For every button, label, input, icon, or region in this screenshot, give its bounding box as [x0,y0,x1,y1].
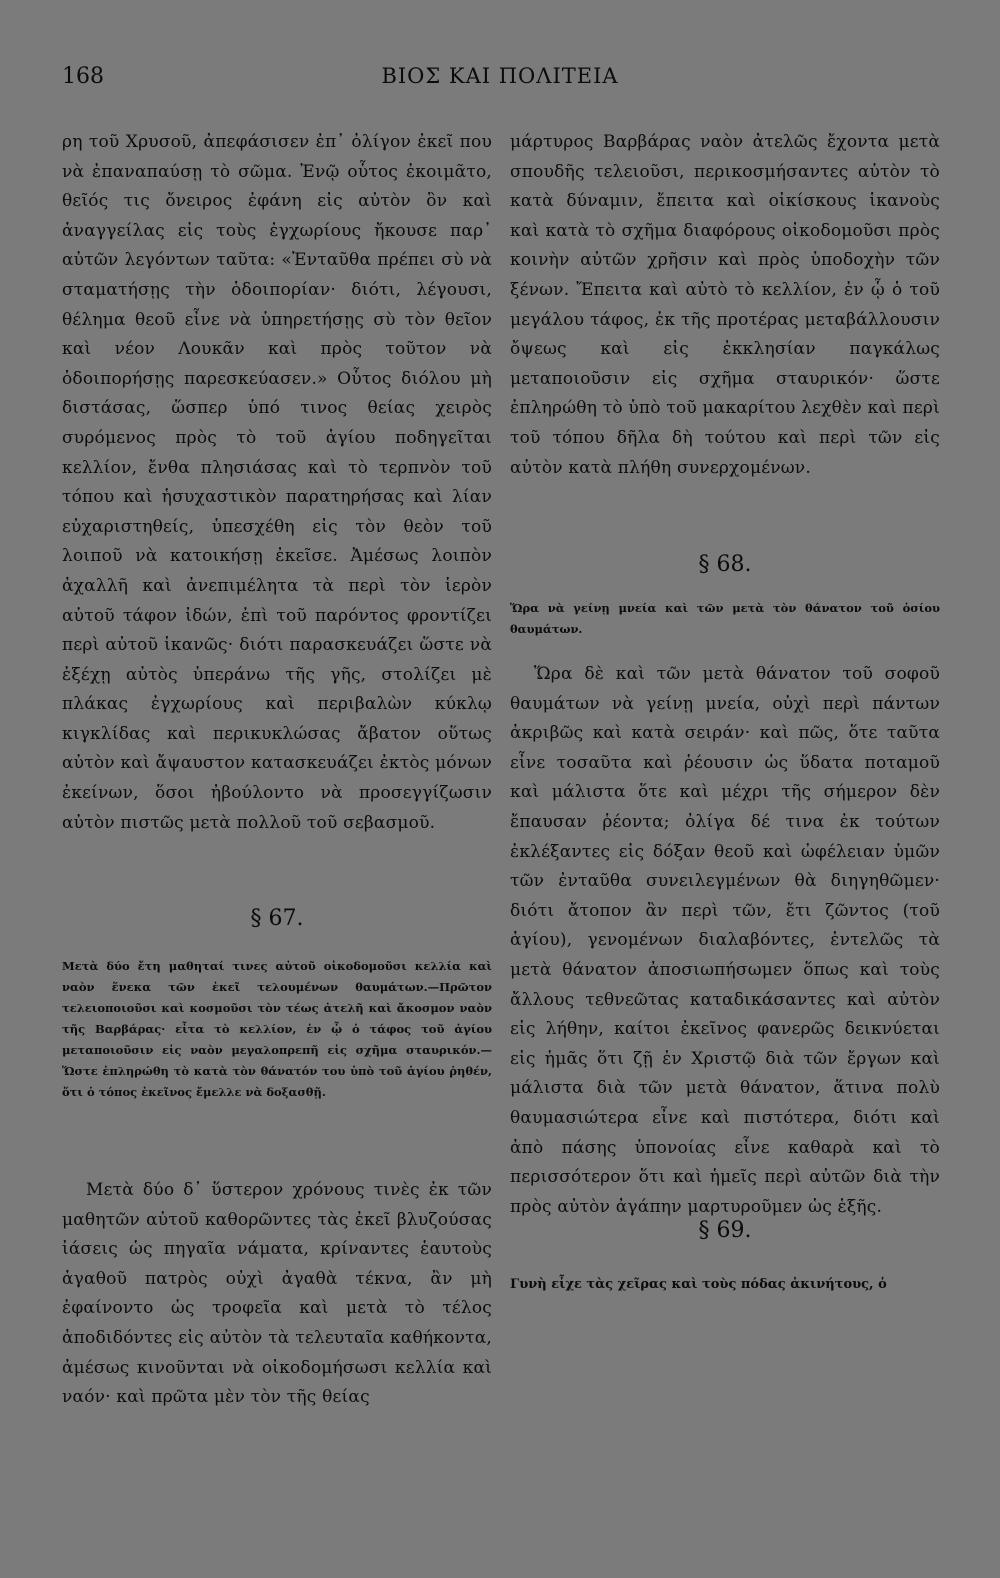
left-column [62,128,492,1413]
running-title: ΒΙΟΣ ΚΑΙ ΠΟΛΙΤΕΙΑ [381,64,619,88]
left-paragraph-1: ρη τοῦ Χρυσοῦ, ἀπεφάσισεν ἐπ᾽ ὀλίγον ἐκεῖ που νὰ ἐπαναπαύσῃ τὸ σῶμα. Ἐνῷ οὗτος ἐκοιμᾶτο, θεῖός τις ὄνειρος ἐφάνη εἰς αὐτὸν ὃν καὶ ἀναγγείλας εἰς τοὺς ἐγχωρίους ἤκουσε παρ᾽ αὐτῶν λεγόντων ταῦτα: «Ἐνταῦθα πρέπει σὺ νὰ σταματήσῃς τὴν ὁδοιπορίαν· διότι, λέγουσι, θέλημα θεοῦ εἶνε νὰ ὑπηρετήσῃς σὺ τὸν θεῖον καὶ νέον Λουκᾶν καὶ πρὸς τοῦτον νὰ ὁδοιπορήσῃς παρεσκεύασεν.» Οὗτος διόλου μὴ διστάσας, ὥσπερ ὑπό τινος θείας χειρὸς συρόμενος πρὸς τὸ τοῦ ἁγίου ποδηγεῖται κελλίον, ἔνθα πλησιάσας καὶ τὸ τερπνὸν τοῦ τόπου καὶ ἡσυχαστικὸν παρατηρήσας καὶ λίαν εὐχαριστηθείς, ὑπεσχέθη εἰς τὸν θεὸν τοῦ λοιποῦ νὰ κατοικήσῃ ἐκεῖσε. Ἀμέσως λοιπὸν ἀχαλλῆ καὶ ἀνεπιμέλητα τὰ περὶ τὸν ἱερὸν αὐτοῦ τάφον ἰδών, ἐπὶ τοῦ παρόντος φροντίζει περὶ αὐτοῦ ἱκανῶς· διότι παρασκευάζει ὥστε νὰ ἐξέχῃ αὐτὸς ὑπεράνω τῆς γῆς, στολίζει μὲ πλάκας ἐγχωρίους καὶ περιβαλὼν κύκλῳ κιγκλίδας καὶ περικυκλώσας ἄβατον οὕτως αὐτὸν καὶ ἄψαυστον κατασκευάζει ἐκτὸς μόνων ἐκείνων, ὅσοι ἠβούλοντο νὰ προσεγγίζωσιν αὐτὸν πιστῶς μετὰ πολλοῦ τοῦ σεβασμοῦ. [62,132,492,833]
right-column [510,128,940,1295]
page-number: 168 [62,64,104,89]
right-paragraph-2: Ὥρα δὲ καὶ τῶν μετὰ θάνατον τοῦ σοφοῦ θαυμάτων νὰ γείνῃ μνεία, οὐχὶ περὶ πάντων ἀκριβῶς καὶ κατὰ σειράν· καὶ πῶς, ὅτε ταῦτα εἶνε τοσαῦτα καὶ ῥέουσιν ὡς ὕδατα ποταμοῦ καὶ μάλιστα ὅτε καὶ μέχρι τῆς σήμερον δὲν ἔπαυσαν ῥέοντα; ὀλίγα δέ τινα ἐκ τούτων ἐκλέξαντες εἰς δόξαν θεοῦ καὶ ὠφέλειαν ὑμῶν τῶν ἐνταῦθα συνειλεγμένων θὰ διηγηθῶμεν· διότι ἄτοπον ἂν περὶ τῶν, ἔτι ζῶντος (τοῦ ἁγίου), γενομένων διαλαβόντες, ἐντελῶς τὰ μετὰ θάνατον ἀποσιωπήσωμεν ὅπως καὶ τοὺς ἄλλους τεθνεῶτας καταδικάσαντες καὶ αὐτὸν εἰς λήθην, καίτοι ἐκεῖνος φανερῶς δεικνύεται εἰς ἡμᾶς ὅτι ζῇ ἐν Χριστῷ διὰ τῶν ἔργων καὶ μάλιστα διὰ τῶν μετὰ θάνατον, ἅτινα πολὺ θαυμασιώτερα εἶνε καὶ πιστότερα, διότι καὶ ἀπὸ πάσης ὑπονοίας εἶνε καθαρὰ καὶ τὸ περισσότερον ὅτι καὶ ἡμεῖς περὶ αὐτῶν διὰ τὴν πρὸς αὐτὸν ἀγάπην μαρτυροῦμεν ὡς ἑξῆς. [510,664,940,1217]
section-summary-67: Μετὰ δύο ἔτη μαθηταί τινες αὐτοῦ οἰκοδομοῦσι κελλία καὶ ναὸν ἕνεκα τῶν ἐκεῖ τελουμένων θαυμάτων.—Πρῶτον τελειοποιοῦσι καὶ κοσμοῦσι τὸν τέως ἀτελῆ καὶ ἄκοσμον ναὸν τῆς Βαρβάρας· εἶτα τὸ κελλίον, ἐν ᾧ ὁ τάφος τοῦ ἁγίου μεταποιοῦσιν εἰς ναὸν μεγαλοπρεπῆ εἰς σχῆμα σταυρικόν.—Ὥστε ἐπληρώθη τὸ κατὰ τὸν θάνατόν του ὑπὸ τοῦ ἁγίου ῥηθέν, ὅτι ὁ τόπος ἐκεῖνος ἔμελλε νὰ δοξασθῇ. [62,959,492,1099]
section-summary-69: Γυνὴ εἶχε τὰς χεῖρας καὶ τοὺς πόδας ἀκινήτους, ὁ [510,1277,887,1292]
section-heading-68: § 68. [698,552,752,577]
left-paragraph-2: Μετὰ δύο δ᾽ ὕστερον χρόνους τινὲς ἐκ τῶν μαθητῶν αὐτοῦ καθορῶντες τὰς ἐκεῖ βλυζούσας ἰάσεις ὡς πηγαῖα νάματα, κρίναντες ἑαυτοὺς ἀγαθοῦ πατρὸς οὐχὶ ἀγαθὰ τέκνα, ἂν μὴ ἐφαίνοντο ὡς τροφεῖα καὶ μετὰ τὸ τέλος ἀποδιδόντες εἰς αὐτὸν τὰ τελευταῖα καθήκοντα, ἀμέσως κινοῦνται νὰ οἰκοδομήσωσι κελλία καὶ ναόν· καὶ πρῶτα μὲν τὸν τῆς θείας [62,1180,492,1408]
right-paragraph-1: μάρτυρος Βαρβάρας ναὸν ἀτελῶς ἔχοντα μετὰ σπουδῆς τελειοῦσι, περικοσμήσαντες αὐτὸν τὸ κατὰ δύναμιν, ἔπειτα καὶ οἰκίσκους ἱκανοὺς καὶ κατὰ τὸ σχῆμα διαφόρους οἰκοδομοῦσι πρὸς κοινὴν αὐτῶν χρῆσιν καὶ πρὸς ὑποδοχὴν τῶν ξένων. Ἔπειτα καὶ αὐτὸ τὸ κελλίον, ἐν ᾧ ὁ τοῦ μεγάλου τάφος, ἐκ τῆς προτέρας μεταβάλλουσιν ὄψεως καὶ εἰς ἐκκλησίαν παγκάλως μεταποιοῦσιν εἰς σχῆμα σταυρικόν· ὥστε ἐπληρώθη τὸ ὑπὸ τοῦ μακαρίτου λεχθὲν καὶ περὶ τοῦ τόπου δῆλα δὴ τούτου καὶ περὶ τῶν εἰς αὐτὸν κατὰ πλήθη συνερχομένων. [510,132,940,478]
section-heading-69: § 69. [698,1218,752,1243]
section-summary-68: Ὥρα νὰ γείνῃ μνεία καὶ τῶν μετὰ τὸν θάνατον τοῦ ὁσίου θαυμάτων. [510,601,940,636]
page-header [62,64,938,104]
section-heading-67: § 67. [250,906,304,931]
